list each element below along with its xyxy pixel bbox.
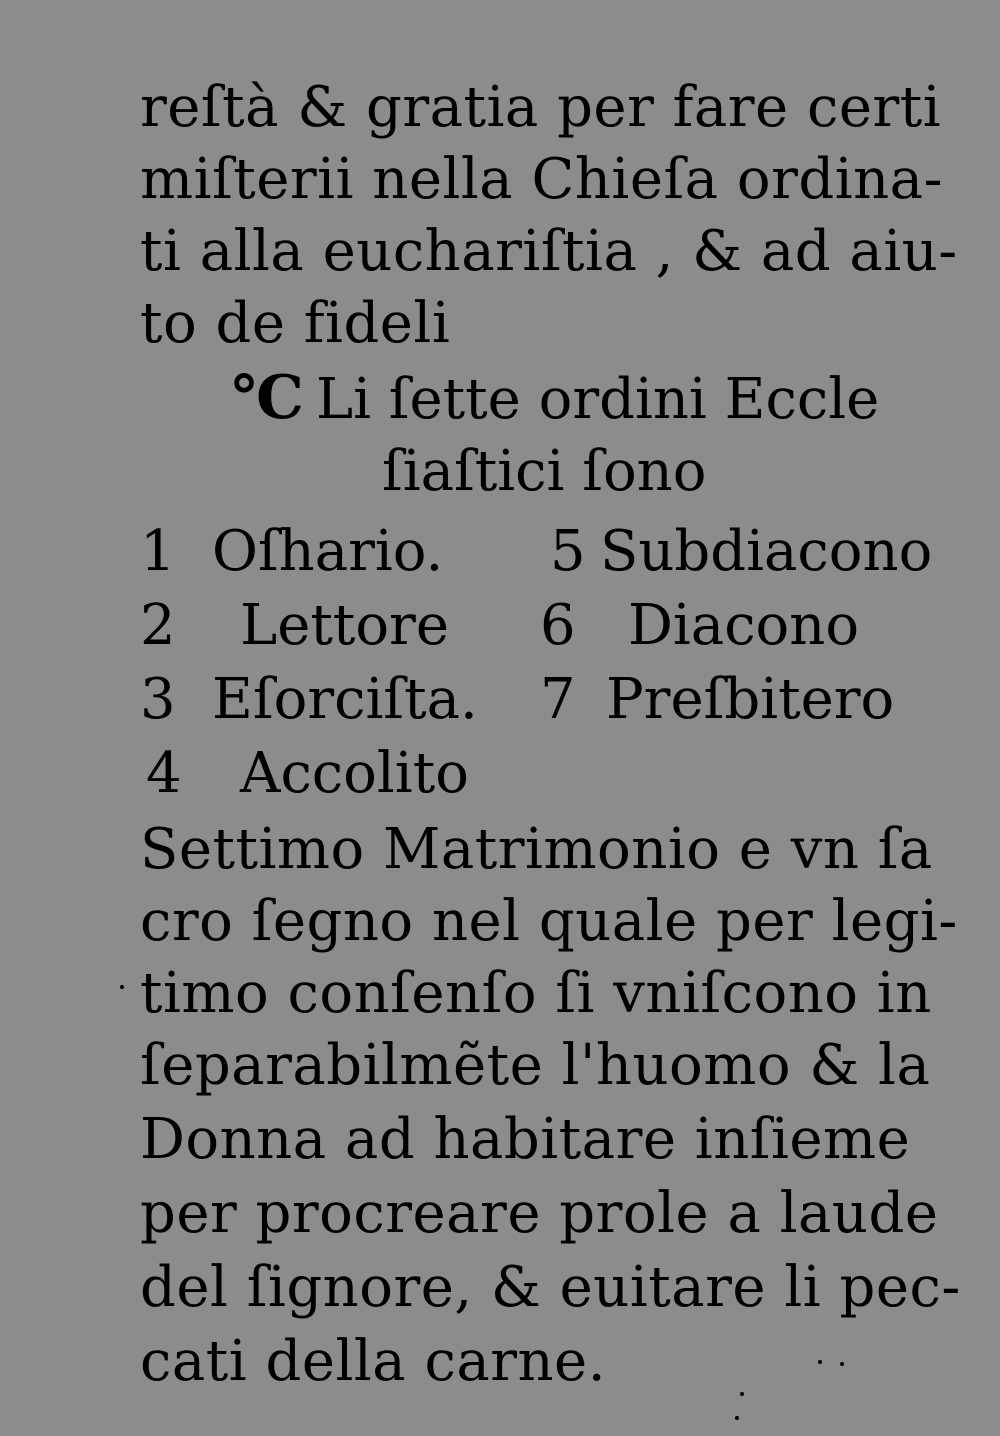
heading-line-2: ſiaſtici ſono — [382, 439, 707, 504]
text-line-4: to de fideli — [140, 291, 451, 356]
order-name: Diacono — [628, 593, 860, 658]
order-number: 5 — [550, 519, 586, 584]
text-line-5: Settimo Matrimonio e vn ſa — [140, 817, 933, 882]
text-line-7: timo conſenſo ſi vniſcono in — [140, 961, 932, 1026]
ink-speck — [735, 1416, 739, 1420]
order-number: 6 — [540, 593, 576, 658]
orders-row-2 — [140, 590, 960, 662]
orders-row-3 — [140, 664, 960, 736]
text-line-6: cro ſegno nel quale per legi- — [140, 889, 958, 954]
order-number: 3 — [140, 667, 176, 732]
order-name: Oſhario. — [212, 519, 444, 584]
text-line-2: miſterii nella Chieſa ordina- — [140, 147, 943, 212]
paragraph-mark-icon: ℃ — [232, 363, 304, 433]
order-number: 1 — [140, 519, 176, 584]
order-name: Accolito — [240, 741, 469, 806]
order-name: Eſorciſta. — [212, 667, 478, 732]
text-line-8: ſeparabilmẽte l'huomo & la — [140, 1033, 931, 1098]
text-line-3: ti alla euchariſtia , & ad aiu- — [140, 219, 958, 284]
ink-speck — [740, 1392, 744, 1396]
heading-line-1 — [232, 362, 879, 436]
order-number: 7 — [540, 667, 576, 732]
heading-text-1: Li ſette ordini Eccle — [315, 367, 880, 432]
order-name: Lettore — [240, 593, 449, 658]
order-name: Preſbitero — [606, 667, 895, 732]
order-number: 2 — [140, 593, 176, 658]
ink-speck — [840, 1362, 844, 1366]
order-number: 4 — [146, 741, 182, 806]
orders-row-4 — [140, 738, 960, 810]
ink-speck — [120, 985, 124, 989]
text-line-9: Donna ad habitare inſieme — [140, 1107, 911, 1172]
text-line-10: per procreare prole a laude — [140, 1181, 939, 1246]
ink-speck — [818, 1360, 822, 1364]
orders-row-1 — [140, 516, 960, 588]
text-line-11: del ſignore, & euitare li pec- — [140, 1255, 961, 1320]
text-line-12: cati della carne. — [140, 1329, 606, 1394]
order-name: Subdiacono — [600, 519, 933, 584]
text-line-1: reſtà & gratia per fare certi — [140, 75, 942, 140]
